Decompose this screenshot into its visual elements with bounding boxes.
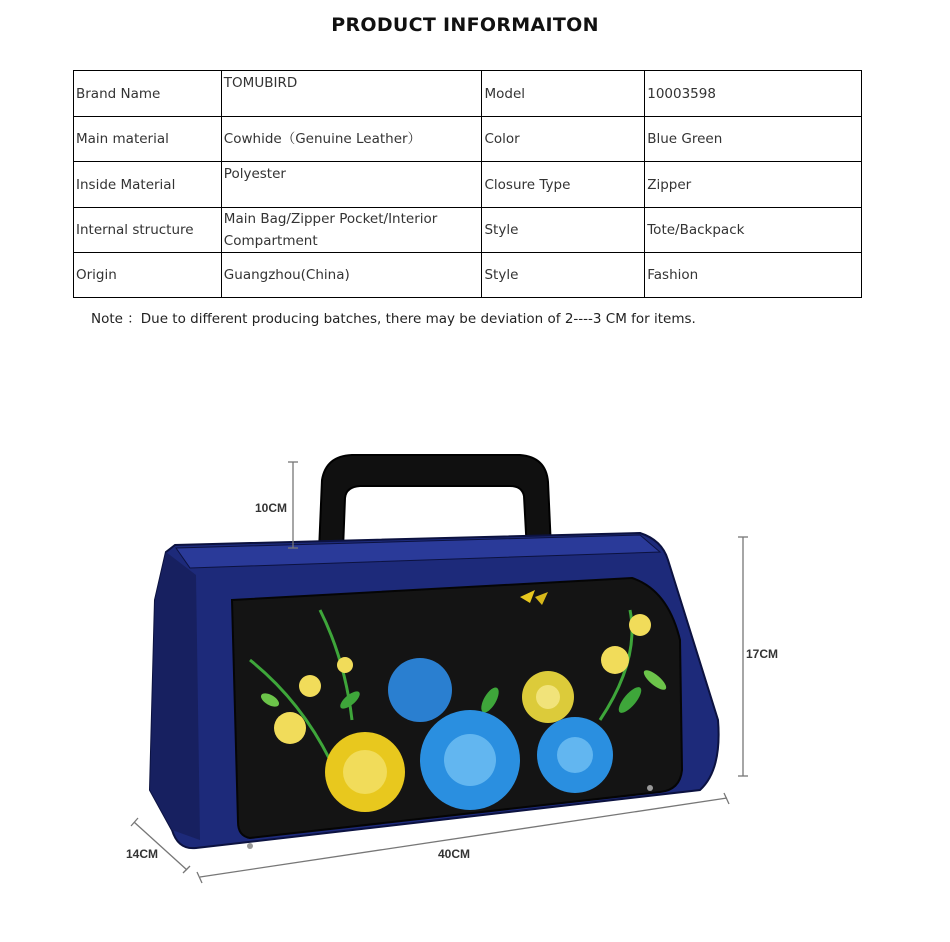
spec-label: Internal structure — [74, 208, 222, 253]
spec-value: Cowhide（Genuine Leather） — [221, 117, 482, 162]
spec-label: Closure Type — [482, 162, 645, 208]
spec-label: Origin — [74, 253, 222, 298]
spec-value: TOMUBIRD — [221, 71, 482, 117]
depth-label: 14CM — [126, 847, 159, 861]
spec-label: Style — [482, 208, 645, 253]
handle-height-label: 10CM — [255, 501, 288, 515]
page-title: PRODUCT INFORMAITON — [331, 14, 599, 36]
spec-value: Zipper — [645, 162, 862, 208]
spec-value: Tote/Backpack — [645, 208, 862, 253]
width-label: 40CM — [438, 847, 471, 861]
height-label: 17CM — [746, 647, 779, 661]
spec-value: Blue Green — [645, 117, 862, 162]
spec-label: Model — [482, 71, 645, 117]
note-text: Note ：Due to different producing batches, there may be deviation of 2----3 CM for items. — [91, 311, 696, 327]
spec-label: Main material — [74, 117, 222, 162]
spec-value: Guangzhou(China) — [221, 253, 482, 298]
spec-value: Main Bag/Zipper Pocket/Interior Compartment — [221, 208, 482, 253]
spec-label: Inside Material — [74, 162, 222, 208]
spec-value: 10003598 — [645, 71, 862, 117]
spec-label: Brand Name — [74, 71, 222, 117]
spec-label: Style — [482, 253, 645, 298]
spec-value: Polyester — [221, 162, 482, 208]
spec-value: Fashion — [645, 253, 862, 298]
spec-label: Color — [482, 117, 645, 162]
